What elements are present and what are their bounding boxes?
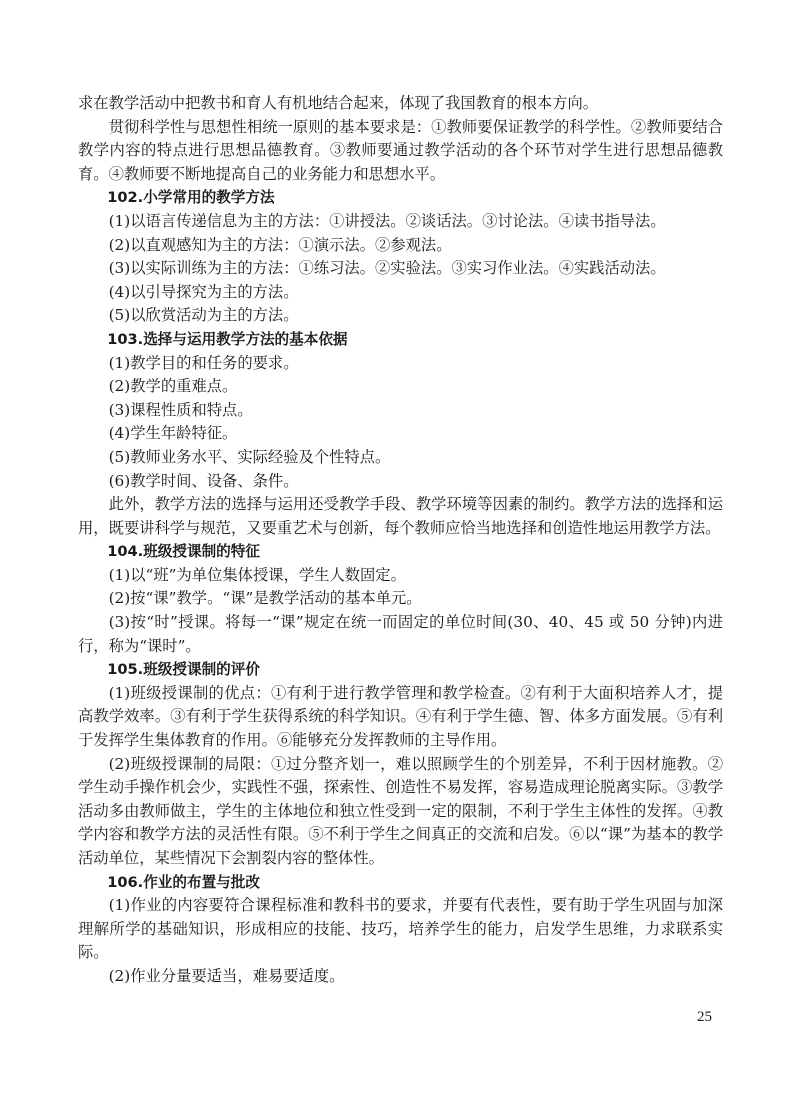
list-item: (2)作业分量要适当，难易要适度。 xyxy=(108,966,345,985)
list-item: (2)班级授课制的局限：①过分整齐划一，难以照顾学生的个别差异，不利于因材施教。②学生动手操作机会少，实践性不强，探索性、创造性不易发挥，容易造成理论脱离实际。③教学活动多由教师做主，学生的主体地位和独立性受到一定的限制，不利于学生主体性的发挥。④教学内容和教学方法的灵活性有限。⑤不利于学生之间真正的交流和启发。⑥以“课”为基本的教学活动单位，某些情况下会割裂内容的整体性。 xyxy=(78,754,723,867)
heading-103: 103.选择与运用教学方法的基本依据 xyxy=(107,330,348,348)
heading-105: 105.班级授课制的评价 xyxy=(107,661,260,679)
list-item: (1)班级授课制的优点：①有利于进行教学管理和教学检查。②有利于大面积培养人才，提高教学效率。③有利于学生获得系统的科学知识。④有利于学生德、智、体多方面发展。⑤有利于发挥学生集体教育的作用。⑥能够充分发挥教师的主导作用。 xyxy=(78,683,723,750)
list-item: (4)学生年龄特征。 xyxy=(108,424,238,443)
list-item: (2)按“课”教学。“课”是教学活动的基本单元。 xyxy=(108,589,422,608)
list-item: (5)以欣赏活动为主的方法。 xyxy=(108,306,299,325)
list-item: (1)以“班”为单位集体授课，学生人数固定。 xyxy=(108,565,406,584)
list-item: (2)以直观感知为主的方法：①演示法。②参观法。 xyxy=(108,235,452,254)
list-item: (1)以语言传递信息为主的方法：①讲授法。②谈话法。③讨论法。④读书指导法。 xyxy=(108,211,666,230)
list-item: (3)课程性质和特点。 xyxy=(108,400,253,419)
list-item: (6)教学时间、设备、条件。 xyxy=(108,471,299,490)
paragraph-method-note: 此外，教学方法的选择与运用还受教学手段、教学环境等因素的制约。教学方法的选择和运用，既要讲科学与规范，又要重艺术与创新，每个教师应恰当地选择和创造性地运用教学方法。 xyxy=(78,495,723,537)
paragraph-principle-requirements: 贯彻科学性与思想性相统一原则的基本要求是：①教师要保证教学的科学性。②教师要结合教学内容的特点进行思想品德教育。③教师要通过教学活动的各个环节对学生进行思想品德教育。④教师要不断地提高自己的业务能力和思想水平。 xyxy=(78,117,723,183)
list-item: (3)按“时”授课。将每一“课”规定在统一而固定的单位时间(30、40、45 或 50 分钟)内进行，称为“课时”。 xyxy=(78,613,723,655)
list-item: (5)教师业务水平、实际经验及个性特点。 xyxy=(108,447,391,466)
list-item: (1)教学目的和任务的要求。 xyxy=(108,353,299,372)
list-item: (3)以实际训练为主的方法：①练习法。②实验法。③实习作业法。④实践活动法。 xyxy=(108,259,666,278)
list-item: (4)以引导探究为主的方法。 xyxy=(108,282,299,301)
list-item: (2)教学的重难点。 xyxy=(108,377,238,396)
paragraph-continuation: 求在教学活动中把教书和育人有机地结合起来，体现了我国教育的根本方向。 xyxy=(78,94,599,112)
heading-102: 102.小学常用的教学方法 xyxy=(107,189,275,207)
heading-106: 106.作业的布置与批改 xyxy=(107,873,260,891)
page-number: 25 xyxy=(697,1009,712,1025)
heading-104: 104.班级授课制的特征 xyxy=(107,543,260,561)
page-body xyxy=(78,92,723,989)
list-item: (1)作业的内容要符合课程标准和教科书的要求，并要有代表性，要有助于学生巩固与加深理解所学的基础知识，形成相应的技能、技巧，培养学生的能力，启发学生思维，力求联系实际。 xyxy=(78,896,723,962)
